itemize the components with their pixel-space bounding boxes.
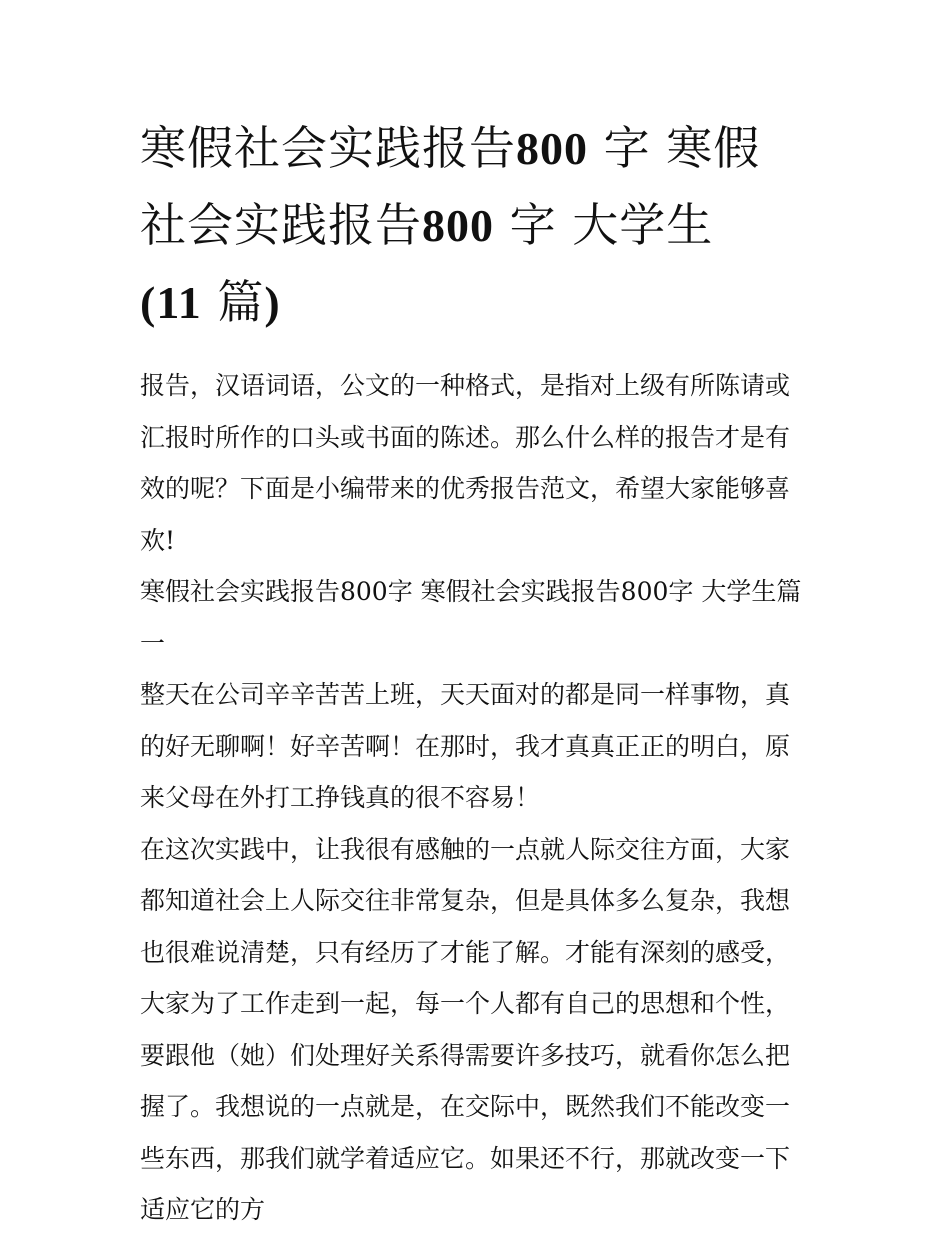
document-title bbox=[140, 110, 812, 341]
title-part: 字 寒假 bbox=[588, 121, 761, 175]
document-body bbox=[140, 360, 812, 1236]
document-page bbox=[140, 110, 812, 1236]
body-paragraph: 整天在公司辛辛苦苦上班，天天面对的都是同一样事物，真的好无聊啊！好辛苦啊！在那时，我才真真正正的明白，原来父母在外打工挣钱真的很不容易！ bbox=[140, 680, 791, 812]
title-part: 寒假社会实践报告 bbox=[140, 121, 516, 175]
intro-paragraph: 报告，汉语词语，公文的一种格式，是指对上级有所陈请或汇报时所作的口头或书面的陈述。那么什么样的报告才是有效的呢？下面是小编带来的优秀报告范文，希望大家能够喜欢! bbox=[140, 371, 791, 555]
section-heading: 寒假社会实践报告800字 寒假社会实践报告800字 大学生篇一 bbox=[140, 577, 802, 658]
title-part: ) bbox=[264, 277, 281, 328]
title-part: 800 bbox=[516, 123, 588, 174]
title-part: 800 bbox=[422, 200, 494, 251]
title-part: (11 bbox=[140, 277, 202, 328]
title-part: 社会实践报告 bbox=[140, 198, 422, 252]
title-part: 篇 bbox=[201, 275, 265, 329]
body-paragraph: 在这次实践中，让我很有感触的一点就人际交往方面，大家都知道社会上人际交往非常复杂，但是具体多么复杂，我想也很难说清楚，只有经历了才能了解。才能有深刻的感受，大家为了工作走到一起，每一个人都有自己的思想和个性，要跟他（她）们处理好关系得需要许多技巧，就看你怎么把握了。我想说的一点就是，在交际中，既然我们不能改变一些东西，那我们就学着适应它。如果还不行，那就改变一下适应它的方 bbox=[140, 834, 791, 1224]
title-part: 字 大学生 bbox=[494, 198, 714, 252]
